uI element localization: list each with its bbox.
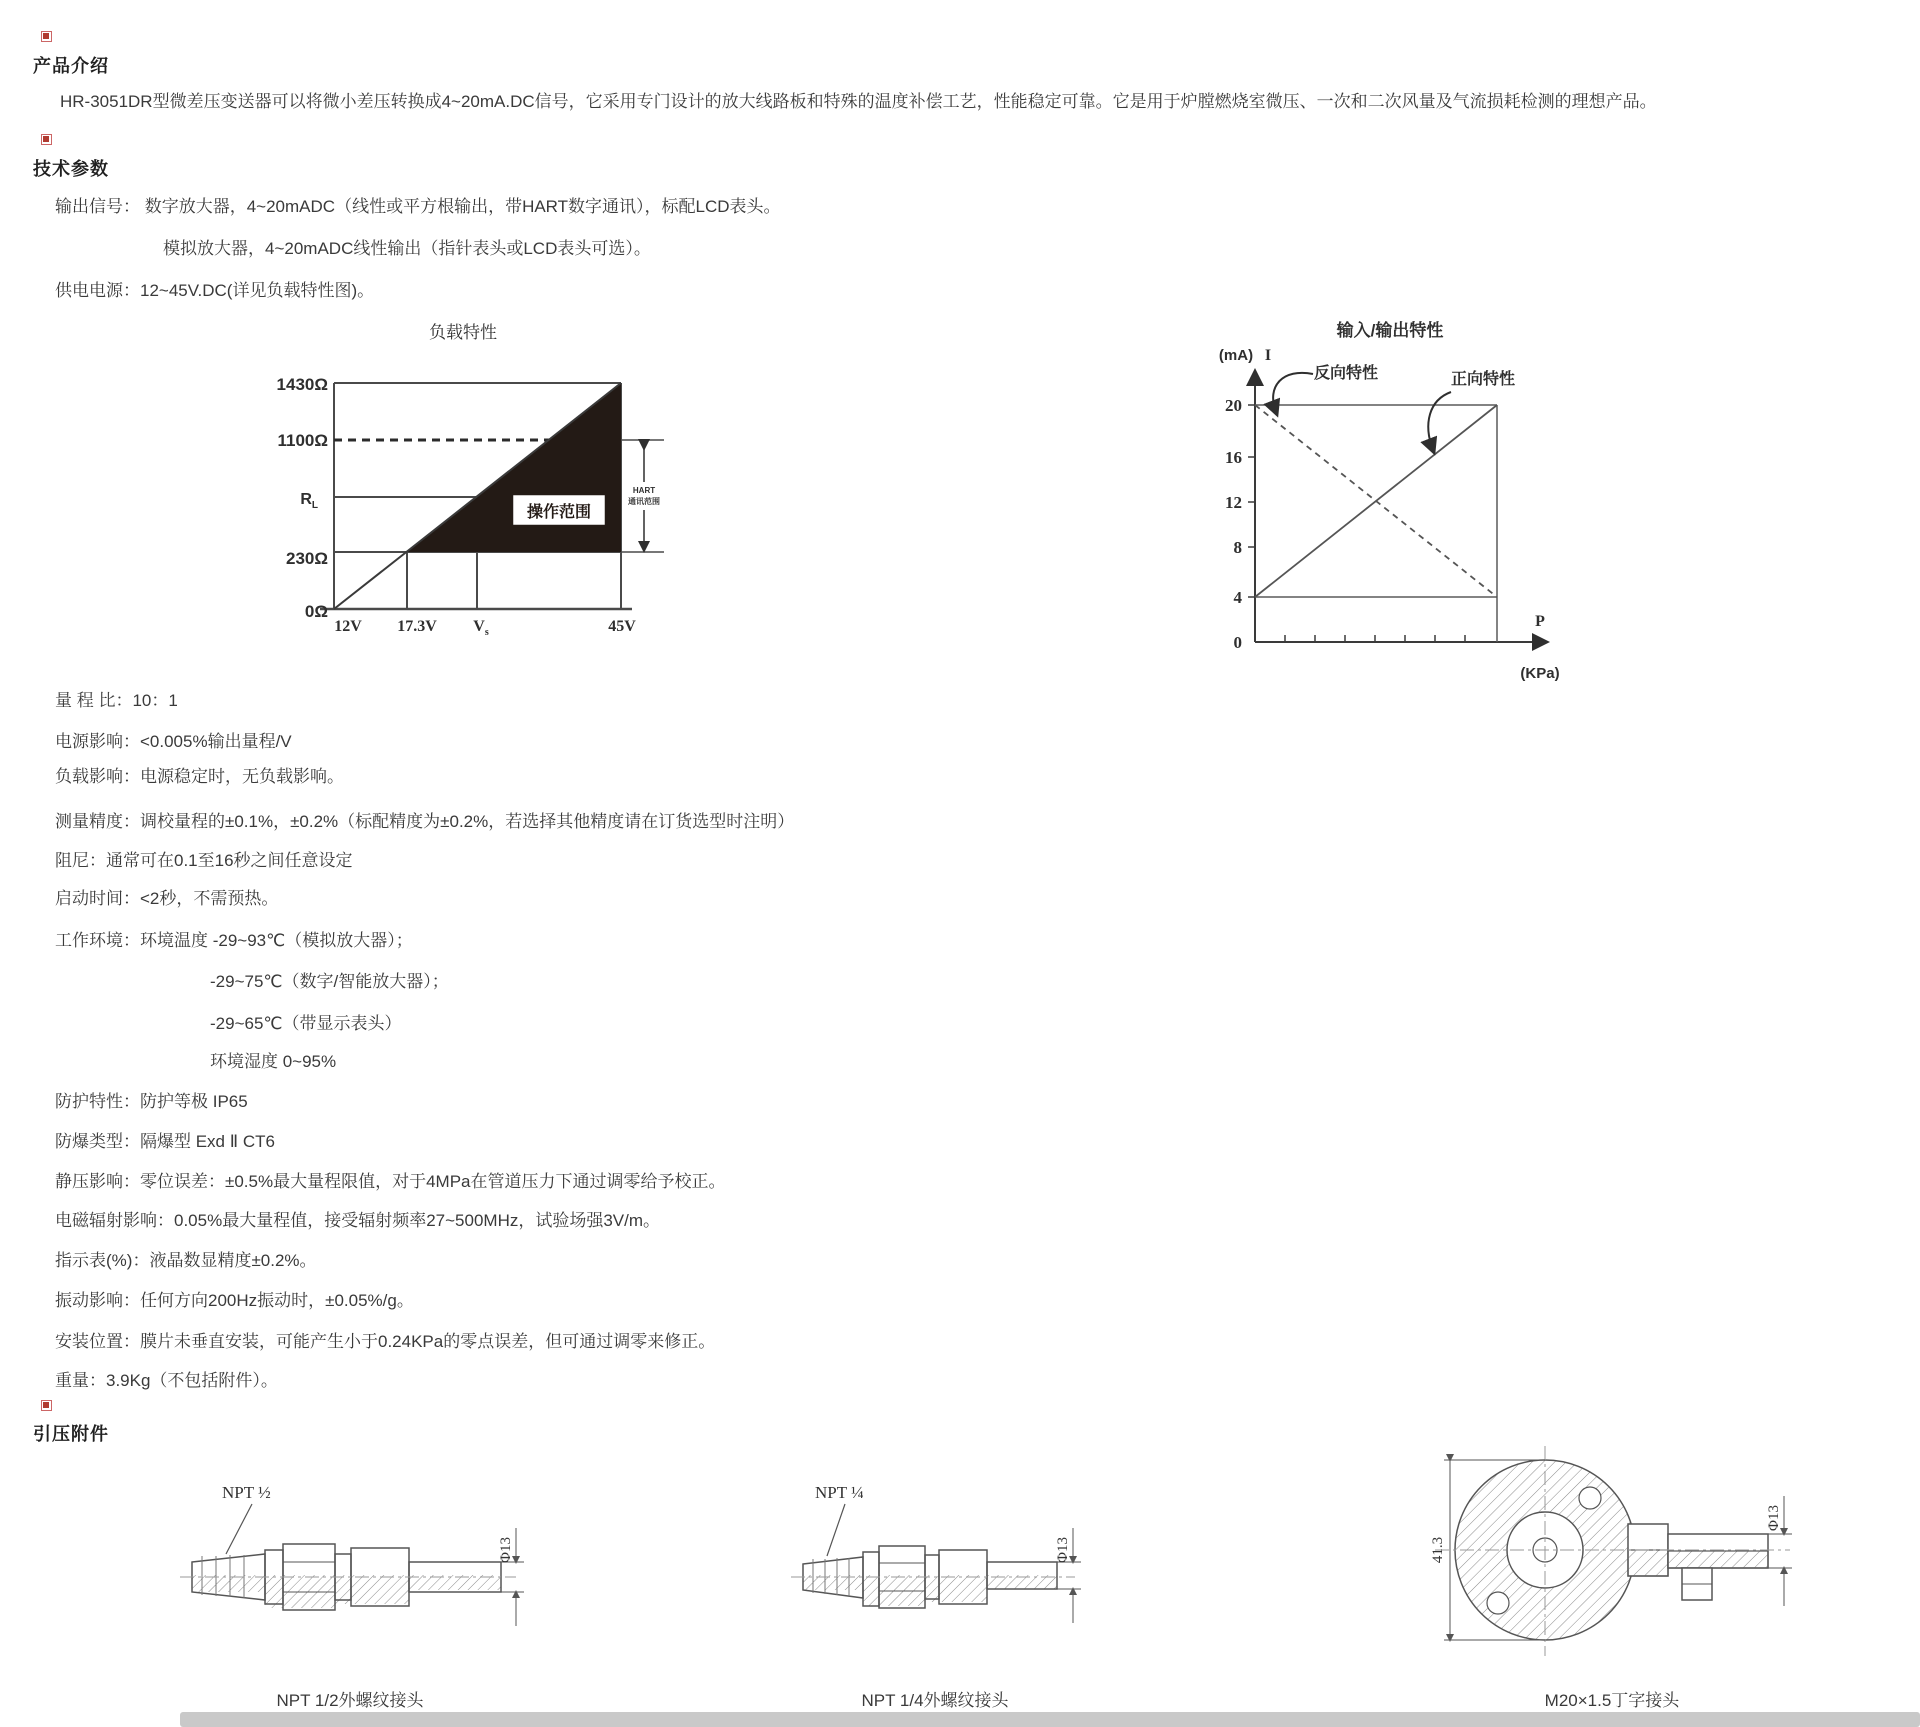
thread-spec-label: NPT ½	[222, 1483, 271, 1502]
spec-line: 工作环境：环境温度 -29~93℃（模拟放大器）；	[55, 931, 413, 950]
m20-tee-fitting-drawing	[1420, 1438, 1810, 1683]
spec-line: 安装位置：膜片未垂直安装，可能产生小于0.24KPa的零点误差，但可通过调零来修正。	[55, 1332, 716, 1351]
y-tick: 8	[1233, 538, 1242, 557]
x-tick: 12V	[334, 618, 362, 635]
operating-region-label: 操作范围	[526, 504, 592, 521]
y-tick: 0	[1233, 633, 1242, 652]
spec-line: 阻尼：通常可在0.1至16秒之间任意设定	[55, 851, 353, 870]
spec-line: 重量：3.9Kg（不包括附件）。	[55, 1371, 278, 1390]
hart-range-label-line2: 通讯范围	[628, 497, 660, 506]
section-heading-intro: 产品介绍	[33, 56, 109, 76]
thread-spec-label: NPT ¼	[815, 1483, 864, 1502]
load-chart	[240, 312, 680, 652]
drawing-caption: NPT 1/4外螺纹接头	[861, 1691, 1009, 1710]
x-axis-unit: (KPa)	[1520, 665, 1560, 682]
y-axis-variable: I	[1264, 347, 1272, 364]
y-axis-unit: (mA)	[1218, 347, 1254, 364]
spec-line: 电源影响：<0.005%输出量程/V	[55, 732, 292, 751]
section-heading-params: 技术参数	[33, 159, 109, 179]
red-bullet-icon	[41, 1400, 52, 1411]
y-tick: 4	[1233, 588, 1242, 607]
spec-line: 防护特性：防护等极 IP65	[55, 1092, 248, 1111]
spec-line: 静压影响：零位误差：±0.5%最大量程限值，对于4MPa在管道压力下通过调零给予校正。	[55, 1172, 726, 1191]
load-chart-title: 负载特性	[429, 323, 497, 342]
spec-line: 测量精度：调校量程的±0.1%，±0.2%（标配精度为±0.2%，若选择其他精度请在订货选型时注明）	[55, 812, 795, 831]
spec-line: -29~65℃（带显示表头）	[210, 1014, 402, 1033]
npt-half-fitting-drawing	[160, 1462, 540, 1682]
y-tick: 16	[1225, 448, 1242, 467]
bottom-divider	[180, 1712, 1920, 1727]
spec-line: 防爆类型：隔爆型 Exd Ⅱ CT6	[55, 1132, 275, 1151]
diameter-dim-label: Φ13	[498, 1537, 514, 1563]
spec-line: 电磁辐射影响：0.05%最大量程值，接受辐射频率27~500MHz，试验场强3V/m。	[55, 1211, 661, 1230]
diameter-dim-label: Φ13	[1766, 1505, 1782, 1531]
section-heading-fittings: 引压附件	[33, 1424, 109, 1444]
spec-line: 供电电源：12~45V.DC(详见负载特性图)。	[55, 281, 375, 300]
y-tick: 1430Ω	[276, 375, 328, 394]
spec-line: 模拟放大器，4~20mADC线性输出（指针表头或LCD表头可选）。	[163, 239, 651, 258]
spec-line: -29~75℃（数字/智能放大器）；	[210, 972, 449, 991]
y-tick-rl: $R_L$	[300, 491, 318, 511]
hart-range-label-line1: HART	[632, 486, 656, 495]
diameter-dim-label: Φ13	[1055, 1537, 1071, 1563]
intro-paragraph: HR-3051DR型微差压变送器可以将微小差压转换成4~20mA.DC信号，它采用专门设计的放大线路板和特殊的温度补偿工艺，性能稳定可靠。它是用于炉膛燃烧室微压、一次和二次风量及气流损耗检测的理想产品。	[60, 92, 1657, 111]
io-chart	[1178, 312, 1608, 692]
io-chart-title: 输入/输出特性	[1336, 321, 1444, 340]
y-tick: 1100Ω	[277, 431, 328, 450]
spec-line: 负载影响：电源稳定时，无负载影响。	[55, 767, 344, 786]
red-bullet-icon	[41, 134, 52, 145]
red-bullet-icon	[41, 31, 52, 42]
x-tick: 45V	[608, 618, 636, 635]
x-tick-vs: $V_s$	[473, 618, 489, 638]
spec-line: 指示表(%)：液晶数显精度±0.2%。	[55, 1251, 317, 1270]
y-tick: 12	[1225, 493, 1242, 512]
spec-line: 振动影响：任何方向200Hz振动时，±0.05%/g。	[55, 1291, 414, 1310]
y-tick: 20	[1225, 396, 1242, 415]
spec-line: 启动时间：<2秒，不需预热。	[55, 889, 279, 908]
spec-line: 量 程 比：10：1	[55, 691, 178, 710]
spec-line: 环境湿度 0~95%	[210, 1052, 337, 1071]
forward-label: 正向特性	[1450, 371, 1516, 388]
spec-line: 输出信号： 数字放大器，4~20mADC（线性或平方根输出，带HART数字通讯），标配LCD表头。	[55, 197, 781, 216]
x-axis-variable: P	[1535, 613, 1545, 630]
reverse-label: 反向特性	[1313, 365, 1379, 382]
y-tick: 0Ω	[304, 602, 328, 621]
drawing-caption: M20×1.5丁字接头	[1544, 1691, 1680, 1710]
drawing-caption: NPT 1/2外螺纹接头	[276, 1691, 424, 1710]
npt-quarter-fitting-drawing	[745, 1462, 1125, 1682]
x-tick: 17.3V	[397, 618, 437, 635]
height-dim-label: 41.3	[1430, 1536, 1446, 1564]
y-tick: 230Ω	[286, 549, 328, 568]
